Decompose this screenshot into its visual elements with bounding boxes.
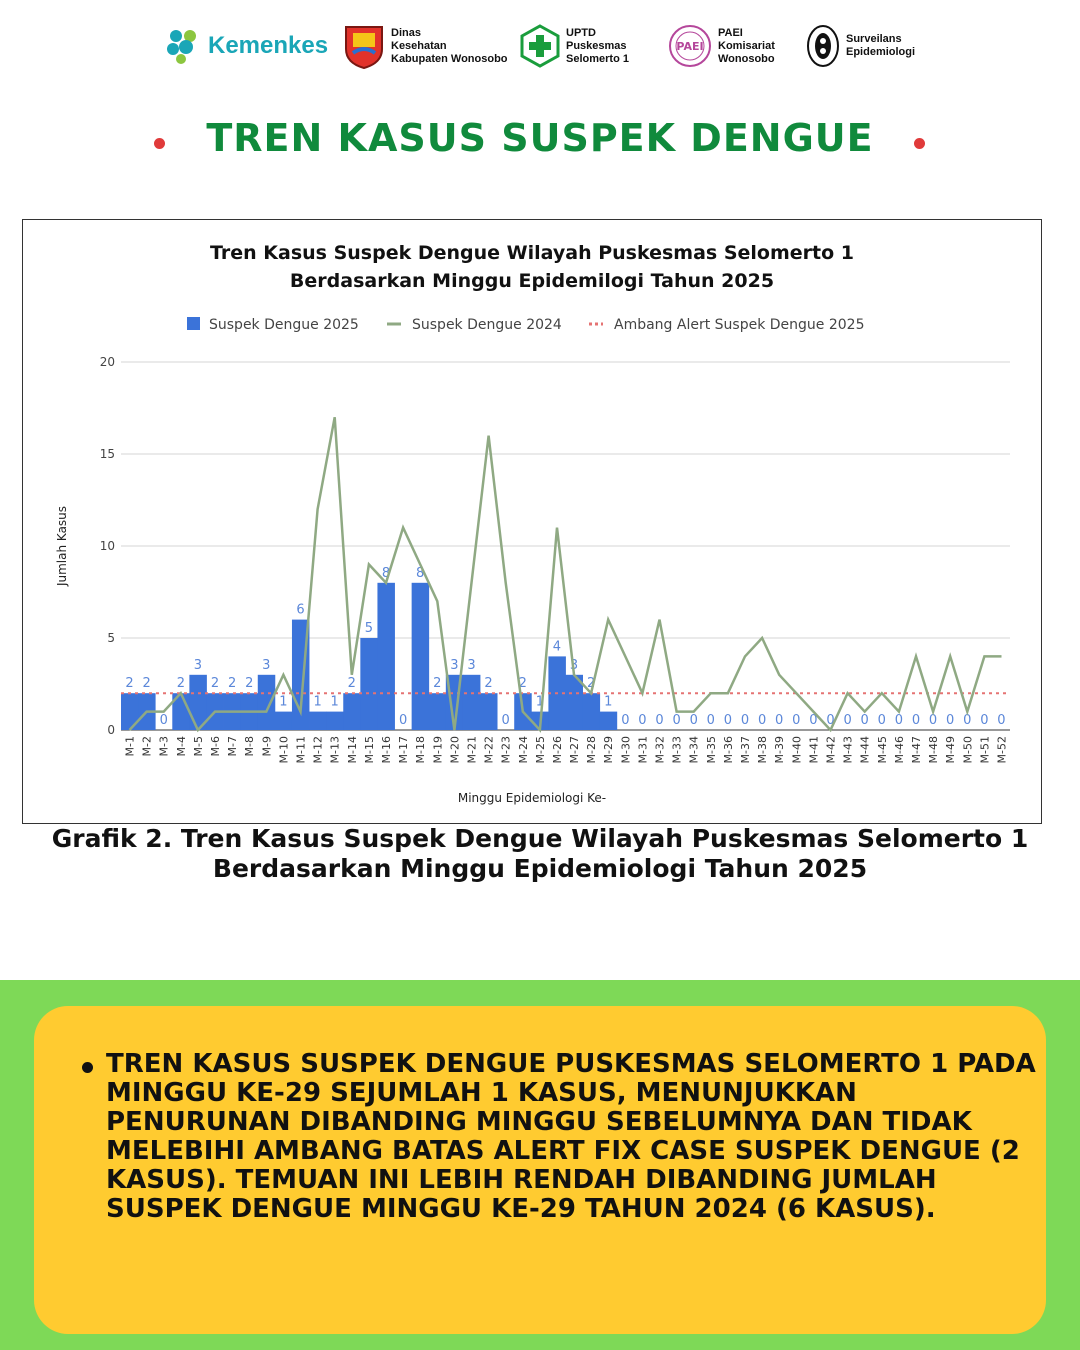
bar-label-M-17: 0 [398, 713, 408, 728]
bar-label-M-3: 0 [159, 713, 168, 728]
bar-label-M-45: 0 [877, 713, 886, 728]
x-tick-M-49: M-49 [944, 736, 958, 764]
legend-label-bar: Suspek Dengue 2025 [209, 317, 359, 333]
bar-label-M-12: 1 [313, 694, 322, 710]
y-axis-title: Jumlah Kasus [55, 505, 69, 587]
x-tick-M-15: M-15 [362, 736, 376, 764]
bar-M-14 [343, 693, 360, 730]
dinas-logo [343, 18, 508, 74]
x-tick-M-6: M-6 [209, 736, 223, 757]
paei-logo [668, 18, 775, 74]
chart-title-line-1: Tren Kasus Suspek Dengue Wilayah Puskesmas Selomerto 1 [210, 242, 854, 264]
caption-line-1: Grafik 2. Tren Kasus Suspek Dengue Wilayah Puskesmas Selomerto 1 [51, 824, 1029, 853]
bar-label-M-34: 0 [689, 713, 698, 728]
bar-label-M-33: 0 [672, 713, 681, 728]
kemenkes-logo [164, 18, 328, 74]
y-tick-label: 10 [99, 539, 115, 553]
x-tick-M-30: M-30 [619, 736, 633, 764]
x-tick-M-40: M-40 [790, 736, 804, 764]
x-tick-M-10: M-10 [277, 736, 291, 764]
bar-M-9 [258, 675, 275, 730]
uptd-line-1: UPTD [566, 26, 596, 39]
bar-label-M-5: 3 [193, 657, 203, 673]
bar-label-M-29: 1 [604, 694, 613, 710]
y-tick-label: 0 [107, 723, 115, 737]
bar-M-22 [480, 693, 497, 730]
x-tick-M-19: M-19 [431, 736, 445, 764]
bar-label-M-38: 0 [757, 713, 767, 728]
bar-label-M-18: 8 [416, 565, 425, 581]
bar-label-M-37: 0 [740, 713, 750, 728]
dinas-line-3: Kabupaten Wonosobo [391, 52, 508, 65]
summary-text: TREN KASUS SUSPEK DENGUE PUSKESMAS SELOMERTO 1 PADA MINGGU KE-29 SEJUMLAH 1 KASUS, MENUNJUKKAN PENURUNAN DIBANDING MINGGU SEBELUMNYA DAN TIDAK MELEBIHI AMBANG BATAS ALERT FIX CASE SUSPEK DENGUE (2 KASUS). TEMUAN INI LEBIH RENDAH DIBANDING JUMLAH SUSPEK DENGUE MINGGU KE-29 TAHUN 2024 (6 KASUS). [106, 1049, 1036, 1224]
bar-label-M-9: 3 [262, 657, 271, 673]
x-tick-M-7: M-7 [226, 736, 240, 757]
bar-M-16 [377, 583, 394, 730]
surveilans-line-1: Surveilans [846, 33, 902, 45]
bar-label-M-46: 0 [894, 713, 904, 728]
bar-label-M-6: 2 [210, 676, 220, 692]
x-tick-M-45: M-45 [875, 736, 889, 764]
bar-M-21 [463, 675, 480, 730]
x-tick-labels [124, 736, 1009, 763]
bar-M-29 [600, 712, 617, 730]
bar-label-M-15: 5 [364, 621, 374, 636]
bar-label-M-39: 0 [775, 713, 784, 728]
summary-card [34, 1006, 1046, 1334]
x-tick-M-50: M-50 [961, 736, 975, 764]
bar-label-M-47: 0 [911, 713, 921, 728]
bar-label-M-41: 0 [809, 713, 818, 728]
caption-line-2: Berdasarkan Minggu Epidemiologi Tahun 2025 [212, 854, 868, 883]
x-tick-M-4: M-4 [174, 736, 188, 757]
x-tick-M-2: M-2 [140, 736, 154, 757]
x-tick-M-5: M-5 [191, 736, 205, 757]
x-tick-M-51: M-51 [978, 736, 992, 764]
bar-M-13 [326, 712, 343, 730]
x-tick-M-42: M-42 [824, 736, 838, 764]
x-tick-M-21: M-21 [465, 736, 479, 764]
x-tick-M-23: M-23 [499, 736, 513, 764]
paei-emblem-icon [668, 24, 712, 68]
x-tick-M-48: M-48 [927, 736, 941, 764]
paei-badge-text: PAEI [676, 40, 704, 53]
x-tick-M-34: M-34 [687, 736, 701, 764]
x-tick-M-38: M-38 [756, 736, 770, 764]
bar-label-M-43: 0 [843, 713, 852, 728]
bar-label-M-30: 0 [621, 713, 630, 728]
bar-M-19 [429, 693, 446, 730]
x-tick-M-31: M-31 [636, 736, 650, 764]
bar-label-M-7: 2 [227, 676, 237, 692]
x-tick-M-12: M-12 [311, 736, 325, 764]
figure-caption [0, 824, 1080, 884]
bar-label-M-16: 8 [381, 565, 391, 581]
bar-label-M-21: 3 [467, 657, 476, 673]
x-tick-M-35: M-35 [704, 736, 718, 764]
bar-M-10 [275, 712, 292, 730]
page-title: TREN KASUS SUSPEK DENGUE [206, 116, 874, 160]
surveilans-emblem-icon [806, 24, 840, 68]
y-tick-label: 5 [107, 631, 115, 645]
paei-line-2: Komisariat [718, 39, 775, 52]
chart-frame [22, 219, 1042, 824]
x-tick-M-26: M-26 [550, 736, 564, 764]
bar-label-M-20: 3 [450, 657, 459, 673]
bar-label-M-49: 0 [946, 713, 955, 728]
x-tick-M-20: M-20 [448, 736, 462, 764]
uptd-line-2: Puskesmas [566, 39, 627, 52]
x-tick-M-13: M-13 [328, 736, 342, 764]
x-tick-M-52: M-52 [995, 736, 1009, 764]
x-tick-M-27: M-27 [568, 736, 582, 764]
puskesmas-icon [520, 24, 560, 68]
bar-M-28 [583, 693, 600, 730]
bar-label-M-40: 0 [792, 713, 801, 728]
x-tick-M-3: M-3 [157, 736, 171, 757]
kemenkes-label: Kemenkes [208, 32, 329, 59]
bar-label-M-51: 0 [980, 713, 989, 728]
uptd-text [566, 27, 629, 66]
bar-label-M-42: 0 [826, 713, 835, 728]
bar-M-15 [360, 638, 377, 730]
bar-M-12 [309, 712, 326, 730]
x-tick-M-16: M-16 [379, 736, 393, 764]
x-tick-M-8: M-8 [243, 736, 257, 757]
x-tick-M-9: M-9 [260, 736, 274, 757]
bar-label-M-31: 0 [638, 713, 647, 728]
y-tick-label: 15 [99, 447, 115, 461]
uptd-logo [520, 18, 629, 74]
bar-label-M-27: 3 [569, 657, 579, 673]
bar-label-M-11: 6 [296, 602, 305, 618]
bar-label-M-2: 2 [142, 676, 151, 692]
uptd-line-3: Selomerto 1 [566, 52, 629, 65]
x-tick-M-33: M-33 [670, 736, 684, 764]
title-dot-right [914, 138, 925, 149]
x-tick-M-39: M-39 [773, 736, 787, 764]
dengue-trend-chart [23, 220, 1041, 823]
x-tick-M-1: M-1 [123, 736, 137, 757]
x-tick-M-36: M-36 [721, 736, 735, 764]
x-tick-M-43: M-43 [841, 736, 855, 764]
chart-title-line-2: Berdasarkan Minggu Epidemilogi Tahun 2025 [289, 270, 775, 292]
kemenkes-icon [164, 27, 202, 65]
bar-label-M-50: 0 [963, 713, 972, 728]
shield-emblem-icon [343, 23, 385, 69]
x-axis-title: Minggu Epidemiologi Ke- [457, 791, 607, 805]
dinas-text [391, 27, 508, 66]
bar-label-M-4: 2 [176, 676, 185, 692]
paei-line-3: Wonosobo [718, 52, 775, 65]
bar-label-M-35: 0 [706, 713, 715, 728]
bar-label-M-52: 0 [997, 713, 1006, 728]
surveilans-line-2: Epidemiologi [846, 46, 916, 58]
x-tick-M-32: M-32 [653, 736, 667, 764]
paei-line-1: PAEI [718, 26, 743, 39]
bar-M-18 [412, 583, 429, 730]
x-tick-M-29: M-29 [602, 736, 616, 764]
chart-legend [187, 317, 865, 333]
surveilans-text [846, 33, 915, 59]
x-tick-M-22: M-22 [482, 736, 496, 764]
bar-label-M-24: 2 [518, 676, 527, 692]
legend-label-alert: Ambang Alert Suspek Dengue 2025 [614, 317, 865, 333]
x-tick-M-17: M-17 [397, 736, 411, 764]
bar-label-M-44: 0 [860, 713, 869, 728]
x-tick-M-37: M-37 [739, 736, 753, 764]
bar-label-M-10: 1 [279, 694, 288, 710]
bar-label-M-28: 2 [587, 676, 596, 692]
bar-label-M-14: 2 [347, 676, 356, 692]
x-tick-M-25: M-25 [533, 736, 547, 764]
bar-label-M-19: 2 [433, 676, 442, 692]
y-tick-label: 20 [99, 355, 115, 369]
x-tick-M-24: M-24 [516, 736, 530, 764]
bar-label-M-1: 2 [125, 676, 134, 692]
x-tick-M-44: M-44 [858, 736, 872, 764]
dinas-line-1: Dinas [391, 26, 421, 39]
legend-label-line: Suspek Dengue 2024 [412, 317, 562, 333]
bar-label-M-48: 0 [928, 713, 938, 728]
bar-label-M-36: 0 [723, 713, 733, 728]
dinas-line-2: Kesehatan [391, 39, 447, 52]
x-tick-M-11: M-11 [294, 736, 308, 764]
x-tick-M-47: M-47 [909, 736, 923, 764]
bar-label-M-23: 0 [501, 713, 510, 728]
bar-label-M-13: 1 [330, 694, 339, 710]
legend-swatch-bar [187, 317, 200, 330]
bar-label-M-8: 2 [245, 676, 254, 692]
bar-label-M-25: 1 [535, 694, 544, 710]
x-tick-M-46: M-46 [892, 736, 906, 764]
bullet-icon [82, 1062, 93, 1073]
bar-label-M-26: 4 [552, 639, 562, 655]
bar-label-M-32: 0 [655, 713, 664, 728]
x-tick-M-41: M-41 [807, 736, 821, 764]
paei-text [718, 27, 775, 66]
x-tick-M-14: M-14 [345, 736, 359, 764]
x-tick-M-28: M-28 [585, 736, 599, 764]
logo-bar [0, 18, 1080, 74]
surveilans-logo [806, 18, 915, 74]
x-tick-M-18: M-18 [414, 736, 428, 764]
bar-label-M-22: 2 [484, 676, 493, 692]
